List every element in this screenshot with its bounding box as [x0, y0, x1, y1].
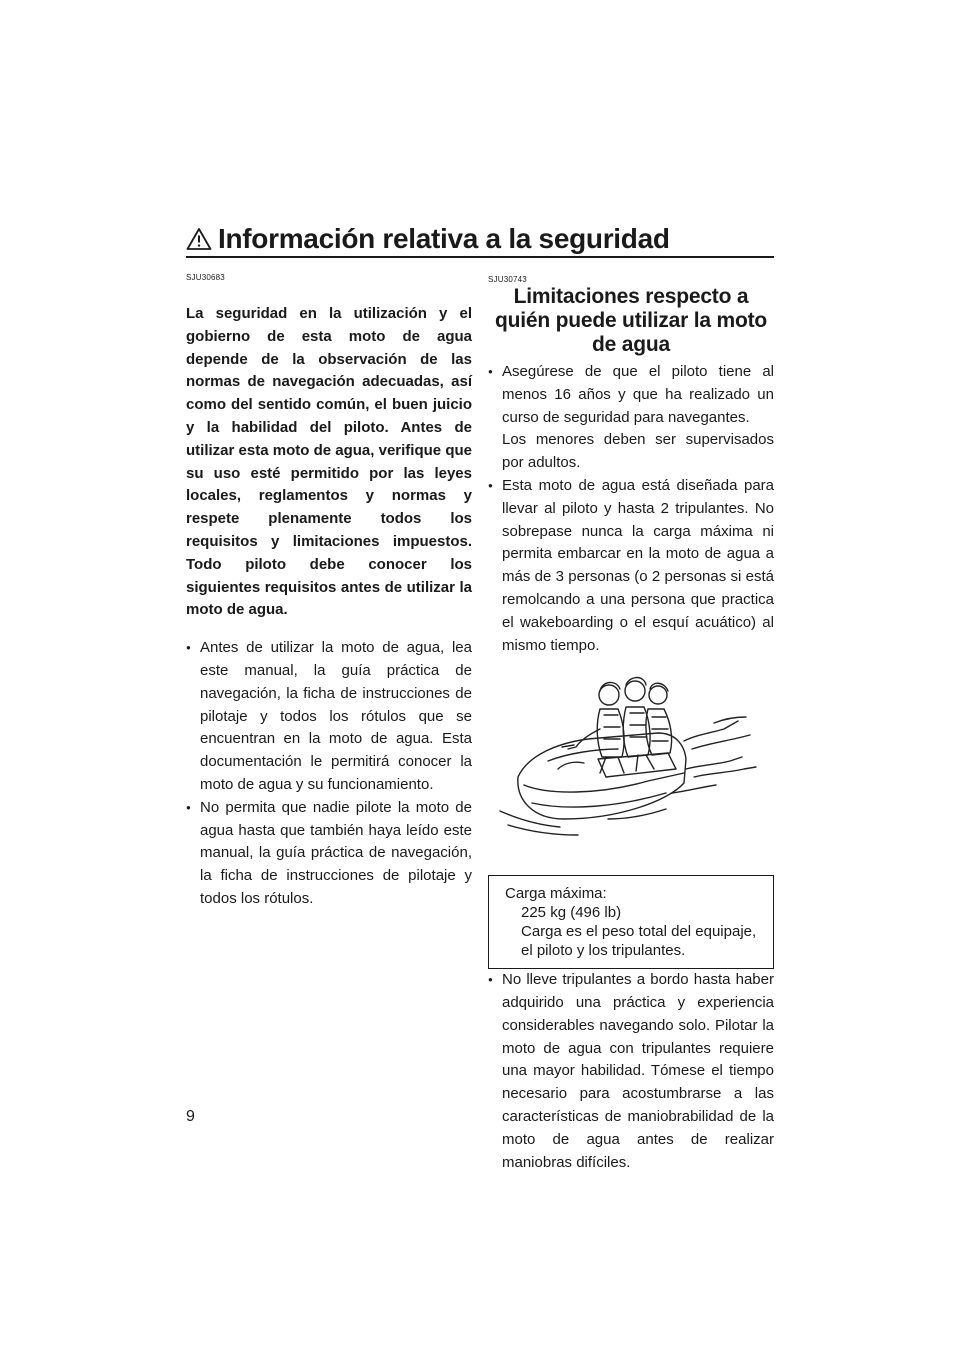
warning-triangle-icon: [186, 227, 212, 251]
max-load-box: [488, 875, 774, 969]
page-title: Información relativa a la seguridad: [218, 223, 670, 254]
list-item: ● Esta moto de agua está diseñada para llevar al piloto y hasta 2 tripulantes. No sobrepase nunca la carga máxima ni permita embarcar en la moto de agua a más de 3 personas (o 2 personas si está remolcando a una persona que practica el wakeboarding o el esquí acuático) al mismo tiempo.: [488, 475, 774, 657]
list-item: [488, 361, 774, 475]
right-bullet-list-2: [488, 969, 774, 1174]
bullet-note: Los menores deben ser supervisados por adultos.: [502, 431, 774, 472]
section-title: Limitaciones respecto a quién puede utilizar la moto de agua: [494, 285, 768, 356]
page-number: 9: [186, 1108, 195, 1125]
list-item: ● Antes de utilizar la moto de agua, lea este manual, la guía práctica de navegación, la ficha de instrucciones de pilotaje y todos los rótulos que se encuentran en la moto de agua. Esta documentación le permitirá conocer la moto de agua y su funcionamiento.: [186, 637, 472, 797]
right-bullet-list: [488, 361, 774, 657]
section-code: SJU30683: [186, 273, 225, 282]
bullet-text: Asegúrese de que el piloto tiene al menos 16 años y que ha realizado un curso de seguridad para navegantes.: [502, 363, 774, 426]
intro-paragraph: La seguridad en la utilización y el gobierno de esta moto de agua depende de la observación de las normas de navegación adecuadas, así como del sentido común, el buen juicio y la habilidad del piloto. Antes de utilizar esta moto de agua, verifique que su uso esté permitido por las leyes locales, reglamentos y normas y respete plenamente todos los requisitos y limitaciones impuestos. Todo piloto debe conocer los siguientes requisitos antes de utilizar la moto de agua.: [186, 305, 472, 619]
max-load-note: Carga es el peso total del equipaje, el piloto y los tripulantes.: [521, 923, 757, 960]
page-header: [186, 222, 774, 258]
watercraft-illustration: [488, 669, 774, 845]
list-item: ● No permita que nadie pilote la moto de agua hasta que también haya leído este manual, la guía práctica de navegación, la ficha de instrucciones de pilotaje y todos los rótulos.: [186, 797, 472, 911]
left-bullet-list: [186, 637, 472, 911]
left-column: [186, 273, 472, 911]
list-item: ● No lleve tripulantes a bordo hasta haber adquirido una práctica y experiencia considerables navegando solo. Pilotar la moto de agua con tripulantes requiere una mayor habilidad. Tómese el tiempo necesario para acostumbrarse a las características de maniobrabilidad de la moto de agua antes de realizar maniobras difíciles.: [488, 969, 774, 1174]
max-load-label: Carga máxima:: [505, 885, 607, 903]
right-column: [488, 275, 774, 1174]
max-load-value: 225 kg (496 lb): [521, 904, 622, 922]
section-code: SJU30743: [488, 275, 527, 284]
